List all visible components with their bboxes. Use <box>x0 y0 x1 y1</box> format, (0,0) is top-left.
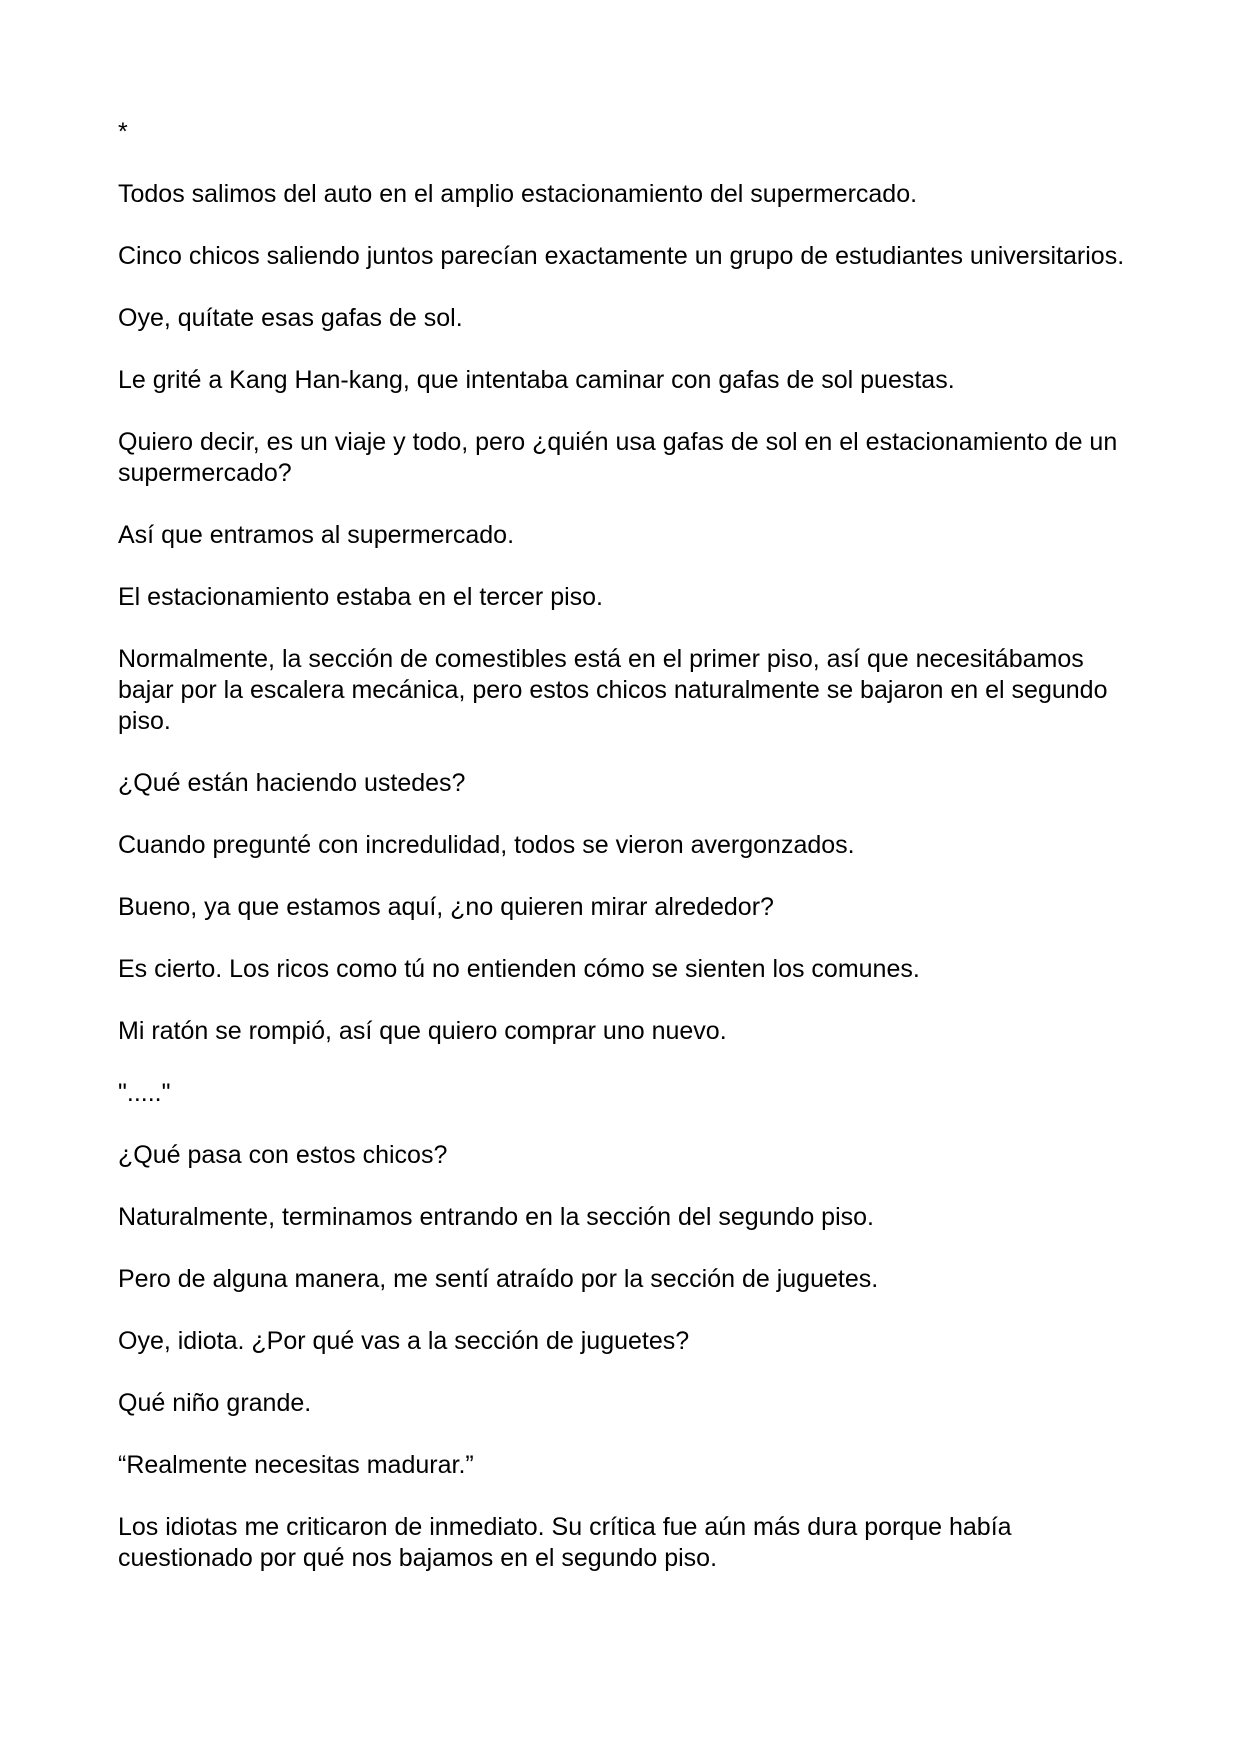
paragraph: Es cierto. Los ricos como tú no entienden cómo se sienten los comunes. <box>118 955 920 983</box>
paragraph: Todos salimos del auto en el amplio estacionamiento del supermercado. <box>118 180 918 208</box>
paragraph: Naturalmente, terminamos entrando en la sección del segundo piso. <box>118 1203 874 1231</box>
paragraph: Normalmente, la sección de comestibles está en el primer piso, así que necesitábamos bajar por la escalera mecánica, pero estos chicos naturalmente se bajaron en el segundo piso. <box>118 645 1115 735</box>
paragraph: Mi ratón se rompió, así que quiero comprar uno nuevo. <box>118 1017 727 1045</box>
scene-break: * <box>118 118 128 146</box>
paragraph: Así que entramos al supermercado. <box>118 521 515 549</box>
document-body <box>118 117 1128 1605</box>
paragraph: ¿Qué están haciendo ustedes? <box>118 769 466 797</box>
paragraph: “Realmente necesitas madurar.” <box>118 1451 474 1479</box>
paragraph: ¿Qué pasa con estos chicos? <box>118 1141 448 1169</box>
paragraph: Los idiotas me criticaron de inmediato. Su crítica fue aún más dura porque había cuestionado por qué nos bajamos en el segundo piso. <box>118 1513 1019 1572</box>
paragraph: Cuando pregunté con incredulidad, todos se vieron avergonzados. <box>118 831 855 859</box>
paragraph: Cinco chicos saliendo juntos parecían exactamente un grupo de estudiantes universitarios. <box>118 242 1125 270</box>
paragraph: Oye, idiota. ¿Por qué vas a la sección de juguetes? <box>118 1327 690 1355</box>
paragraph: Le grité a Kang Han-kang, que intentaba caminar con gafas de sol puestas. <box>118 366 955 394</box>
paragraph: Pero de alguna manera, me sentí atraído por la sección de juguetes. <box>118 1265 879 1293</box>
paragraph: Qué niño grande. <box>118 1389 312 1417</box>
paragraph: "....." <box>118 1079 171 1107</box>
paragraph: Bueno, ya que estamos aquí, ¿no quieren mirar alrededor? <box>118 893 774 921</box>
paragraph: Oye, quítate esas gafas de sol. <box>118 304 463 332</box>
paragraph: El estacionamiento estaba en el tercer piso. <box>118 583 603 611</box>
paragraph: Quiero decir, es un viaje y todo, pero ¿quién usa gafas de sol en el estacionamiento de un supermercado? <box>118 428 1125 487</box>
